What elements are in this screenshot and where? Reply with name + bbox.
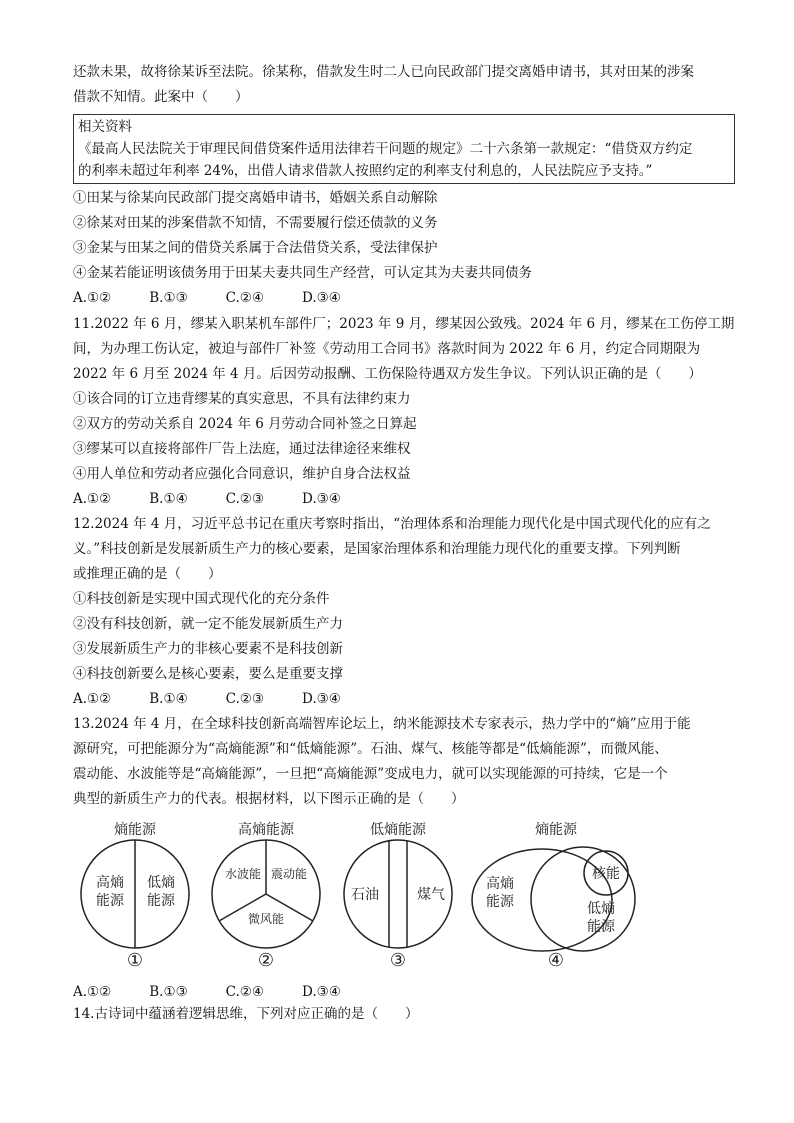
entropy-diagrams bbox=[73, 820, 693, 970]
q11-statement-1: ①该合同的订立违背缪某的真实意思，不具有法律约束力 bbox=[73, 391, 411, 407]
q10-statement-1: ①田某与徐某向民政部门提交离婚申请书，婚姻关系自动解除 bbox=[73, 190, 438, 206]
diagram-1-right-line-1: 低熵 bbox=[147, 875, 175, 891]
q10-option-c[interactable]: C.②④ bbox=[225, 290, 265, 306]
q12-statement-2: ②没有科技创新，就一定不能发展新质生产力 bbox=[73, 616, 343, 632]
q11-option-b[interactable]: B.①④ bbox=[149, 491, 188, 507]
q12-text-line-3: 或推理正确的是（ ） bbox=[73, 566, 222, 582]
q12-statement-1: ①科技创新是实现中国式现代化的充分条件 bbox=[73, 591, 330, 607]
diagram-4-outer-line-1: 高熵 bbox=[486, 876, 514, 892]
q10-options bbox=[73, 288, 379, 308]
q12-option-b[interactable]: B.①④ bbox=[149, 691, 188, 707]
q10-text-line-2: 借款不知情。此案中（ ） bbox=[73, 89, 249, 105]
diagram-4-inner-line-1: 低熵 bbox=[587, 901, 615, 917]
q13-option-c[interactable]: C.②④ bbox=[225, 984, 265, 1000]
diagram-4-title: 熵能源 bbox=[535, 822, 577, 838]
q13-text-line-4: 典型的新质生产力的代表。根据材料，以下图示正确的是（ ） bbox=[73, 791, 465, 807]
diagram-3 bbox=[344, 821, 452, 970]
diagram-2 bbox=[212, 821, 320, 970]
q11-statement-2: ②双方的劳动关系自 2024 年 6 月劳动合同补签之日算起 bbox=[73, 416, 417, 432]
diagram-2-segment-c: 微风能 bbox=[247, 912, 285, 926]
q11-option-d[interactable]: D.③④ bbox=[302, 491, 341, 507]
reference-title: 相关资料 bbox=[78, 119, 132, 135]
q12-option-d[interactable]: D.③④ bbox=[302, 691, 341, 707]
diagram-3-number: ③ bbox=[389, 950, 407, 970]
q12-options bbox=[73, 689, 379, 709]
q13-option-b[interactable]: B.①③ bbox=[149, 984, 188, 1000]
reference-line-1: 《最高人民法院关于审理民间借贷案件适用法律若干问题的规定》二十六条第一款规定：“借贷双方约定 bbox=[78, 141, 693, 157]
diagram-2-number: ② bbox=[257, 950, 275, 970]
diagram-4 bbox=[472, 821, 635, 970]
diagram-4-core: 核能 bbox=[592, 866, 620, 882]
q11-option-a[interactable]: A.①② bbox=[73, 491, 112, 507]
diagram-1-number: ① bbox=[126, 950, 144, 970]
reference-line-2: 的利率未超过年利率 24%，出借人请求借款人按照约定的利率支付利息的，人民法院应予支持。” bbox=[78, 163, 653, 179]
q10-option-a[interactable]: A.①② bbox=[73, 290, 112, 306]
q11-statement-4: ④用人单位和劳动者应强化合同意识，维护自身合法权益 bbox=[73, 466, 411, 482]
q11-text-line-3: 2022 年 6 月至 2024 年 4 月。后因劳动报酬、工伤保险待遇双方发生争议。下列认识正确的是（ ） bbox=[73, 366, 702, 382]
diagram-1-right-line-2: 能源 bbox=[147, 893, 175, 909]
q11-text-line-1: 11.2022 年 6 月，缪某入职某机车部件厂；2023 年 9 月，缪某因公致残。2024 年 6 月，缪某在工伤停工期 bbox=[73, 316, 735, 332]
q13-text-line-1: 13.2024 年 4 月，在全球科技创新高端智库论坛上，纳米能源技术专家表示，热力学中的“熵”应用于能 bbox=[73, 716, 691, 732]
diagram-4-number: ④ bbox=[547, 950, 565, 970]
diagram-4-outer-line-2: 能源 bbox=[486, 894, 514, 910]
diagram-1-title: 熵能源 bbox=[114, 822, 156, 838]
diagram-3-segment-a: 石油 bbox=[351, 887, 379, 903]
q13-options bbox=[73, 982, 379, 1002]
q13-text-line-3: 震动能、水波能等是“高熵能源”，一旦把“高熵能源”变成电力，就可以实现能源的可持续，它是一个 bbox=[73, 766, 668, 782]
q12-text-line-2: 义。”科技创新是发展新质生产力的核心要素，是国家治理体系和治理能力现代化的重要支撑。下列判断 bbox=[73, 541, 681, 557]
q12-statement-4: ④科技创新要么是核心要素，要么是重要支撑 bbox=[73, 666, 343, 682]
q12-text-line-1: 12.2024 年 4 月，习近平总书记在重庆考察时指出，“治理体系和治理能力现代化是中国式现代化的应有之 bbox=[73, 516, 711, 532]
diagram-3-segment-b: 煤气 bbox=[417, 887, 445, 903]
q10-option-d[interactable]: D.③④ bbox=[302, 290, 341, 306]
q12-statement-3: ③发展新质生产力的非核心要素不是科技创新 bbox=[73, 641, 343, 657]
q10-text-line-1: 还款未果，故将徐某诉至法院。徐某称，借款发生时二人已向民政部门提交离婚申请书，其对田某的涉案 bbox=[73, 64, 694, 80]
diagram-2-title: 高熵能源 bbox=[238, 822, 294, 838]
diagram-1-left-line-2: 能源 bbox=[96, 893, 124, 909]
q10-option-b[interactable]: B.①③ bbox=[149, 290, 188, 306]
q10-statement-4: ④金某若能证明该债务用于田某夫妻共同生产经营，可认定其为夫妻共同债务 bbox=[73, 265, 532, 281]
q14-text-line-1: 14.古诗词中蕴涵着逻辑思维，下列对应正确的是（ ） bbox=[73, 1006, 419, 1022]
q10-statement-3: ③金某与田某之间的借贷关系属于合法借贷关系，受法律保护 bbox=[73, 240, 438, 256]
diagram-4-inner-line-2: 能源 bbox=[587, 919, 615, 935]
diagram-1-left-line-1: 高熵 bbox=[96, 875, 124, 891]
q13-text-line-2: 源研究，可把能源分为“高熵能源”和“低熵能源”。石油、煤气、核能等都是“低熵能源”，而微风能、 bbox=[73, 741, 668, 757]
q11-text-line-2: 间，为办理工伤认定，被迫与部件厂补签《劳动用工合同书》落款时间为 2022 年 6 月，约定合同期限为 bbox=[73, 341, 701, 357]
q13-option-a[interactable]: A.①② bbox=[73, 984, 112, 1000]
q11-option-c[interactable]: C.②③ bbox=[225, 491, 265, 507]
diagram-1 bbox=[81, 821, 189, 970]
q10-statement-2: ②徐某对田某的涉案借款不知情，不需要履行偿还债款的义务 bbox=[73, 215, 438, 231]
diagram-2-segment-a: 水波能 bbox=[224, 867, 262, 881]
reference-box bbox=[73, 114, 735, 184]
diagram-3-title: 低熵能源 bbox=[370, 822, 426, 838]
q12-option-a[interactable]: A.①② bbox=[73, 691, 112, 707]
q11-options bbox=[73, 489, 379, 509]
diagram-2-segment-b: 震动能 bbox=[270, 867, 308, 881]
q13-option-d[interactable]: D.③④ bbox=[302, 984, 341, 1000]
q11-statement-3: ③缪某可以直接将部件厂告上法庭，通过法律途径来维权 bbox=[73, 441, 411, 457]
q12-option-c[interactable]: C.②③ bbox=[225, 691, 265, 707]
